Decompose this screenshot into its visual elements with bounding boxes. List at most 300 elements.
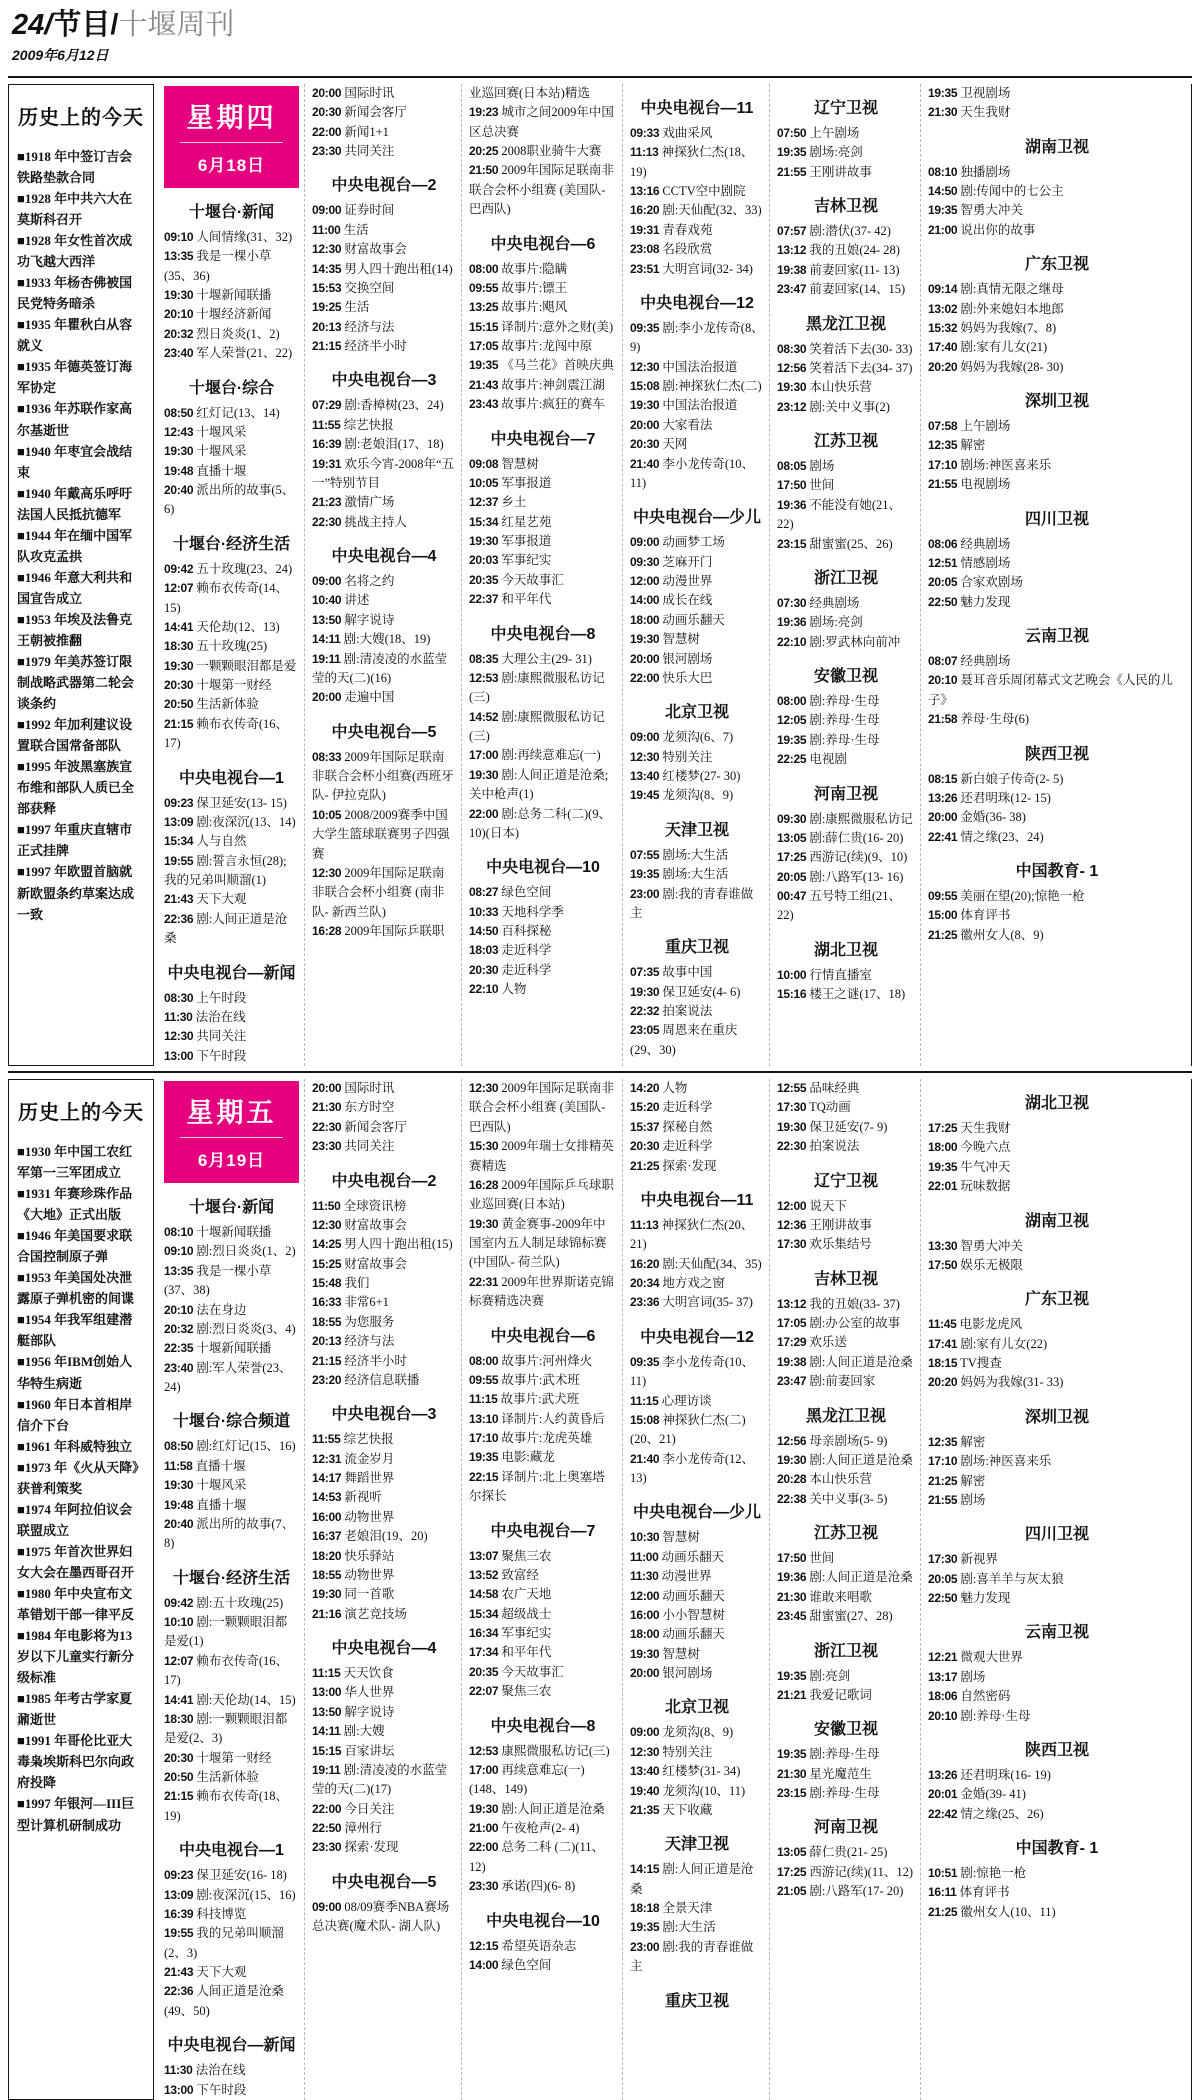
time-label: 00:47 (777, 889, 807, 904)
program-title: 生活新体验 (193, 1770, 259, 1785)
time-label: 22:00 (312, 1801, 342, 1816)
time-label: 17:30 (777, 1100, 807, 1115)
time-label: 12:51 (928, 555, 958, 570)
channel-header: 中央电视台—12 (640, 294, 754, 312)
program-title: 故事片:武术班 (498, 1372, 580, 1387)
program-title: 派出所的故事(7、8) (164, 1516, 295, 1551)
program-entry (928, 475, 1186, 494)
program-title: 前妻回家(14、15) (806, 282, 906, 297)
time-label: 21:35 (630, 1802, 660, 1817)
time-label: 19:38 (777, 262, 807, 277)
program-title: 剧:养母·生母 (806, 694, 880, 709)
channel-header: 辽宁卫视 (813, 99, 878, 117)
time-label: 22:15 (469, 1469, 499, 1484)
program-title: 剧:一颗颗眼泪都是爱(2、3) (164, 1711, 288, 1746)
time-label: 22:50 (928, 1591, 958, 1606)
program-title: 薛仁贵(21- 25) (806, 1845, 888, 1860)
program-title: 大明宫词(35- 37) (659, 1295, 753, 1310)
program-entry (164, 910, 299, 949)
program-entry (630, 611, 764, 630)
program-entry (164, 1749, 299, 1768)
time-label: 22:41 (928, 829, 958, 844)
program-title: 故事片:飓风 (498, 300, 568, 315)
program-entry (777, 848, 915, 867)
time-label: 15:20 (630, 1100, 660, 1115)
day-label: 星期五 (186, 1098, 277, 1129)
program-entry (164, 325, 299, 344)
program-title: 挑战主持人 (341, 514, 407, 529)
program-title: 直播十堰 (192, 1458, 246, 1473)
program-title: 财富故事会 (341, 242, 407, 257)
program-entry (928, 1805, 1186, 1824)
time-label: 19:55 (164, 853, 194, 868)
program-title: 2009年世界斯诺克锦标赛精选决赛 (469, 1274, 614, 1309)
time-label: 10:05 (312, 807, 342, 822)
time-label: 12:36 (777, 1217, 807, 1232)
program-entry (312, 84, 456, 103)
program-entry (469, 1215, 617, 1273)
program-entry (630, 201, 764, 220)
program-title: 情感剧场 (957, 555, 1011, 570)
program-title: 神探狄仁杰(18、19) (630, 145, 754, 179)
program-entry (312, 1469, 456, 1488)
program-title: 还君明珠(12- 15) (957, 790, 1051, 805)
history-item: ■1918 年中签订吉会铁路垫款合同 (17, 148, 133, 185)
time-label: 13:00 (164, 1048, 194, 1063)
program-title: 法治在线 (192, 1009, 246, 1024)
program-title: 人与自然 (193, 834, 247, 849)
time-label: 13:09 (164, 814, 194, 829)
channel-header: 吉林卫视 (813, 198, 878, 216)
publication-name: 十堰周刊 (118, 9, 235, 41)
channel-header: 中央电视台—12 (640, 1328, 754, 1346)
program-entry (630, 650, 764, 669)
program-entry (928, 1335, 1186, 1354)
program-title: 午夜枪声(2- 4) (498, 1821, 580, 1836)
program-entry (777, 887, 915, 926)
program-title: 剧:人间正道是沧桑;关中枪声(1) (469, 767, 609, 802)
program-entry (630, 1411, 764, 1450)
channel-header: 中央电视台—1 (179, 1842, 284, 1860)
program-title: 人物 (498, 982, 527, 997)
history-sidebar (8, 84, 154, 1066)
program-entry (630, 1079, 764, 1098)
program-title: 2009年国际足联南非联合会杯小组赛 (美国队- 巴西队) (469, 163, 614, 217)
sections (8, 76, 1192, 2100)
program-entry (777, 1607, 915, 1626)
program-title: 故事中国 (659, 965, 713, 980)
program-title: 十堰新闻联播 (193, 1225, 272, 1240)
program-entry (312, 1488, 456, 1507)
program-entry (469, 532, 617, 551)
time-label: 12:00 (777, 1198, 807, 1213)
program-entry (928, 1550, 1186, 1569)
time-label: 14:25 (312, 1237, 342, 1252)
program-title: 剧:夜深沉(15、16) (193, 1887, 296, 1902)
program-entry (777, 222, 915, 241)
program-title: 东方时空 (341, 1100, 395, 1115)
program-entry (928, 828, 1186, 847)
program-title: 赖布衣传奇(18、19) (164, 1789, 288, 1823)
channel-header: 深圳卫视 (1024, 1408, 1089, 1426)
time-label: 12:43 (164, 424, 194, 439)
time-label: 10:00 (777, 967, 807, 982)
program-title: 走近科学 (659, 1100, 713, 1115)
time-label: 11:15 (312, 1666, 341, 1681)
time-label: 12:07 (164, 1653, 194, 1668)
channel-header: 中央电视台—新闻 (167, 964, 296, 982)
history-sidebar (8, 1079, 154, 2100)
program-title: 国际时讯 (341, 1081, 395, 1096)
program-entry (928, 1177, 1186, 1196)
program-entry (469, 1643, 617, 1662)
program-title: 中国法治报道 (659, 359, 738, 374)
program-entry (164, 1787, 299, 1826)
program-title: 再续意难忘(一)(148、149) (469, 1762, 585, 1797)
program-title: 剧:传闻中的七公主 (957, 184, 1064, 199)
program-title: 剧:一颗颗眼泪都是爱(1) (164, 1615, 288, 1649)
time-label: 09:30 (777, 811, 807, 826)
program-entry (630, 767, 764, 786)
program-title: 剧:前妻回家 (806, 1374, 876, 1389)
history-item: ■1960 年日本首相岸信介下台 (17, 1396, 133, 1433)
time-label: 12:07 (164, 581, 194, 596)
history-item: ■1997 年重庆直辖市正式挂牌 (17, 822, 133, 859)
program-title: 和平年代 (498, 1645, 552, 1660)
program-entry (469, 1566, 617, 1585)
program-entry (777, 1588, 915, 1607)
program-entry (928, 671, 1186, 710)
time-label: 15:34 (469, 514, 499, 529)
history-item: ■1997 年银河—III巨型计算机研制成功 (17, 1796, 135, 1833)
program-title: 徽州女人(8、9) (957, 927, 1044, 942)
program-title: 今晚六点 (957, 1140, 1011, 1155)
program-entry (630, 358, 764, 377)
time-label: 19:35 (928, 85, 958, 100)
program-title: 剧:康熙微服私访记 (806, 811, 913, 826)
program-entry (630, 1723, 764, 1742)
program-title: 欢乐今宵-2008年“五一”特别节目 (312, 456, 455, 490)
program-entry (164, 228, 299, 247)
program-title: 剧:五十玫瑰(25) (193, 1595, 284, 1610)
program-title: 天下大观 (193, 1965, 247, 1980)
history-item: ■1984 年电影将为13岁以下儿童实行新分级标准 (17, 1628, 135, 1686)
time-label: 23:43 (469, 397, 499, 412)
time-label: 19:48 (164, 1497, 194, 1512)
time-label: 17:10 (469, 1431, 499, 1446)
time-label: 09:08 (469, 456, 499, 471)
program-column (769, 84, 920, 1066)
channel-header: 中央电视台—8 (490, 625, 596, 643)
time-label: 13:16 (630, 184, 660, 199)
program-title: 龙须沟(8、9) (659, 1725, 734, 1740)
program-title: 剧:八路军(17- 20) (806, 1884, 904, 1899)
history-item: ■1940 年枣宜会战结束 (17, 443, 133, 480)
time-label: 20:00 (928, 810, 958, 825)
program-entry (630, 1801, 764, 1820)
program-title: 剧:清凌凌的水蓝莹莹的天(二)(16) (312, 651, 448, 685)
program-title: 剧:夜深沉(13、14) (193, 814, 296, 829)
time-label: 20:13 (312, 319, 342, 334)
program-title: 剧:康熙微服私访记(三) (469, 709, 605, 744)
time-label: 11:00 (630, 1549, 659, 1564)
program-title: 名将之约 (341, 574, 395, 589)
program-title: 电影龙虎风 (956, 1317, 1023, 1332)
program-entry (928, 1903, 1186, 1922)
program-entry (164, 1047, 299, 1066)
program-column (157, 1079, 304, 2100)
program-title: 激情广场 (341, 495, 395, 510)
program-title: 乡土 (498, 495, 527, 510)
time-label: 18:15 (928, 1356, 958, 1371)
time-label: 20:34 (630, 1276, 660, 1291)
time-label: 18:20 (312, 1548, 342, 1563)
program-entry (630, 1918, 764, 1937)
time-label: 23:30 (469, 1879, 499, 1894)
program-entry (777, 1882, 915, 1901)
program-title: 剧:人间正道是沧桑 (806, 1452, 913, 1467)
channel-header: 十堰台·新闻 (188, 203, 275, 221)
time-label: 19:30 (777, 380, 807, 395)
program-title: 剧场:神医喜来乐 (957, 1454, 1052, 1469)
time-label: 08:27 (469, 885, 499, 900)
program-title: 人间正道是沧桑(49、50) (164, 1984, 284, 2018)
program-title: 军事报道 (498, 534, 552, 549)
time-label: 09:00 (630, 535, 660, 550)
program-entry (928, 1452, 1186, 1471)
history-title: 历史上的今天 (18, 106, 144, 129)
program-title: 妈妈为我嫁(31- 33) (957, 1375, 1064, 1390)
program-title: 天地科学季 (498, 904, 564, 919)
channel-header: 湖北卫视 (813, 941, 878, 959)
program-entry (777, 1432, 915, 1451)
time-label: 15:15 (469, 319, 499, 334)
history-item: ■1936 年苏联作家高尔基逝世 (17, 401, 133, 438)
program-title: 交换空间 (341, 280, 395, 295)
program-title: 剧:大嫂 (340, 1724, 385, 1739)
program-entry (630, 983, 764, 1002)
program-title: 动画乐翻天 (659, 1627, 725, 1642)
program-entry (312, 748, 456, 806)
program-entry (164, 423, 299, 442)
program-title: 经济半小时 (341, 339, 407, 354)
time-label: 21:15 (312, 1353, 342, 1368)
time-label: 12:55 (777, 1081, 807, 1096)
program-entry (928, 593, 1186, 612)
program-title: 十堰风采 (193, 444, 247, 459)
time-label: 19:36 (777, 1570, 807, 1585)
time-label: 17:50 (928, 1257, 958, 1272)
history-item: ■1940 年戴高乐呼吁法国人民抵抗德军 (17, 485, 133, 522)
time-label: 12:37 (469, 495, 499, 510)
program-title: 剧:人间正道是沧桑 (498, 1801, 605, 1816)
time-label: 13:00 (312, 1685, 342, 1700)
program-entry (469, 455, 617, 474)
program-entry (777, 340, 915, 359)
program-title: 故事片:龙闯中原 (498, 339, 593, 354)
program-entry (630, 377, 764, 396)
program-entry (164, 1710, 299, 1749)
program-entry (164, 1963, 299, 1982)
time-label: 20:10 (164, 1302, 194, 1317)
program-entry (164, 695, 299, 714)
program-title: 动漫世界 (659, 574, 713, 589)
program-title: 新闻会客厅 (341, 105, 407, 120)
time-label: 20:00 (312, 690, 342, 705)
program-title: 走遍中国 (341, 690, 395, 705)
time-label: 18:03 (469, 943, 499, 958)
program-title: 剧场 (806, 459, 835, 474)
program-entry (469, 1176, 617, 1215)
channel-header: 吉林卫视 (813, 1270, 878, 1288)
program-entry (928, 1491, 1186, 1510)
time-label: 16:39 (164, 1906, 194, 1921)
program-title: 剧场:亮剑 (806, 615, 863, 630)
time-label: 18:00 (928, 1140, 958, 1155)
program-entry (928, 808, 1186, 827)
program-title: 银河剧场 (659, 651, 713, 666)
time-label: 19:25 (312, 300, 342, 315)
time-label: 18:55 (312, 1314, 342, 1329)
banner-divider (180, 142, 283, 143)
program-title: 体育评书 (956, 1885, 1010, 1900)
program-entry (928, 770, 1186, 789)
program-title: 芝麻开门 (659, 554, 713, 569)
time-label: 11:50 (312, 1198, 341, 1213)
program-title: 甜蜜蜜(27、28) (806, 1609, 893, 1624)
program-entry (164, 404, 299, 423)
program-title: 剧:总务二科(二)(9、10)(日本) (469, 806, 612, 840)
program-title: 快乐大巴 (659, 670, 713, 685)
program-entry (469, 903, 617, 922)
time-label: 20:40 (164, 483, 194, 498)
issue-date: 2009年6月12日 (12, 46, 109, 63)
day-banner (164, 86, 299, 188)
time-label: 08:10 (164, 1225, 194, 1240)
program-title: 智勇大冲关 (957, 203, 1023, 218)
program-title: 人物 (659, 1081, 688, 1096)
time-label: 14:50 (928, 184, 958, 199)
program-title: 动画乐翻天 (659, 612, 725, 627)
program-title: 天网 (659, 437, 688, 452)
program-title: 康熙微服私访记(三) (498, 1743, 610, 1758)
program-entry (469, 669, 617, 708)
program-title: 共同关注 (193, 1029, 247, 1044)
time-label: 13:30 (928, 1238, 958, 1253)
program-title: 军人荣誉(21、22) (193, 346, 293, 361)
program-title: 成长在线 (659, 593, 713, 608)
program-entry (928, 926, 1186, 945)
program-entry (312, 1547, 456, 1566)
program-title: 美丽在望(20);惊艳一枪 (957, 889, 1085, 904)
time-label: 09:55 (469, 280, 499, 295)
time-label: 21:43 (164, 892, 194, 907)
program-title: 上午剧场 (806, 125, 860, 140)
time-label: 19:45 (630, 788, 660, 803)
program-column (920, 1079, 1191, 2100)
program-entry (164, 813, 299, 832)
history-item: ■1935 年德英签订海军协定 (17, 359, 133, 396)
time-label: 17:00 (469, 1762, 499, 1777)
program-title: 希望英语杂志 (498, 1938, 577, 1953)
time-label: 10:05 (469, 475, 499, 490)
time-label: 09:23 (164, 1868, 194, 1883)
program-entry (164, 715, 299, 754)
program-entry (630, 865, 764, 884)
program-title: 探秘自然 (659, 1119, 713, 1134)
program-title: 关中义事(3- 5) (806, 1491, 888, 1506)
program-title: 卫视剧场 (957, 85, 1011, 100)
program-entry (469, 298, 617, 317)
channel-header: 中央电视台—7 (490, 1522, 596, 1540)
channel-header: 中央电视台—10 (486, 859, 600, 877)
time-label: 08:00 (777, 694, 807, 709)
program-title: 一颗颗眼泪都是爱 (193, 658, 297, 673)
time-label: 17:40 (928, 340, 958, 355)
time-label: 15:00 (928, 908, 958, 923)
program-title: 神探狄仁杰(20、21) (630, 1217, 754, 1252)
time-label: 11:13 (630, 145, 659, 160)
program-title: 我是一棵小草(37、38) (164, 1263, 272, 1298)
program-title: 剧:军人荣誉(23、24) (164, 1360, 292, 1395)
history-item: ■1956 年IBM创始人华特生病逝 (17, 1354, 133, 1391)
time-label: 19:30 (469, 534, 499, 549)
time-label: 20:30 (469, 962, 499, 977)
program-title: 说天下 (806, 1198, 847, 1213)
time-label: 20:30 (164, 678, 194, 693)
program-title: 译制片:意外之财(美) (498, 319, 614, 334)
time-label: 17:29 (777, 1335, 807, 1350)
time-label: 16:37 (312, 1529, 342, 1544)
program-entry (469, 980, 617, 999)
program-entry (630, 1098, 764, 1117)
program-title: 动物世界 (341, 1509, 395, 1524)
program-entry (164, 832, 299, 851)
program-entry (469, 766, 617, 805)
time-label: 22:01 (928, 1179, 958, 1194)
history-item: ■1975 年首次世界妇女大会在墨西哥召开 (17, 1543, 135, 1580)
program-entry (312, 1585, 456, 1604)
program-title: 红灯记(13、14) (193, 405, 280, 420)
time-label: 17:25 (777, 850, 807, 865)
time-label: 19:35 (928, 203, 958, 218)
time-label: 13:26 (928, 790, 958, 805)
time-label: 11:13 (630, 1217, 659, 1232)
program-title: 共同关注 (341, 1139, 395, 1154)
program-title: 2009年国际足联南非联合会杯小组赛(西班牙队- 伊拉克队) (312, 749, 454, 803)
time-label: 21:55 (928, 477, 958, 492)
program-entry (630, 1137, 764, 1156)
program-entry (164, 1457, 299, 1476)
program-title: 笑着活下去(34- 37) (806, 360, 913, 375)
time-label: 17:34 (469, 1645, 499, 1660)
time-label: 22:25 (777, 752, 807, 767)
program-entry (164, 1476, 299, 1495)
time-label: 19:30 (777, 1119, 807, 1134)
program-title: 走近科学 (659, 1139, 713, 1154)
program-column (304, 1079, 461, 2100)
program-entry (312, 1838, 456, 1857)
program-entry (312, 864, 456, 922)
time-label: 10:10 (164, 1615, 194, 1630)
channel-header: 中央电视台—2 (331, 1172, 437, 1190)
program-title: 剧:人间正道是沧桑 (806, 1354, 913, 1369)
program-title: 经济与法 (341, 319, 395, 334)
program-entry (630, 1021, 764, 1060)
program-entry (469, 1547, 617, 1566)
program-title: 笑着活下去(30- 33) (806, 341, 913, 356)
channel-header: 浙江卫视 (813, 569, 878, 587)
